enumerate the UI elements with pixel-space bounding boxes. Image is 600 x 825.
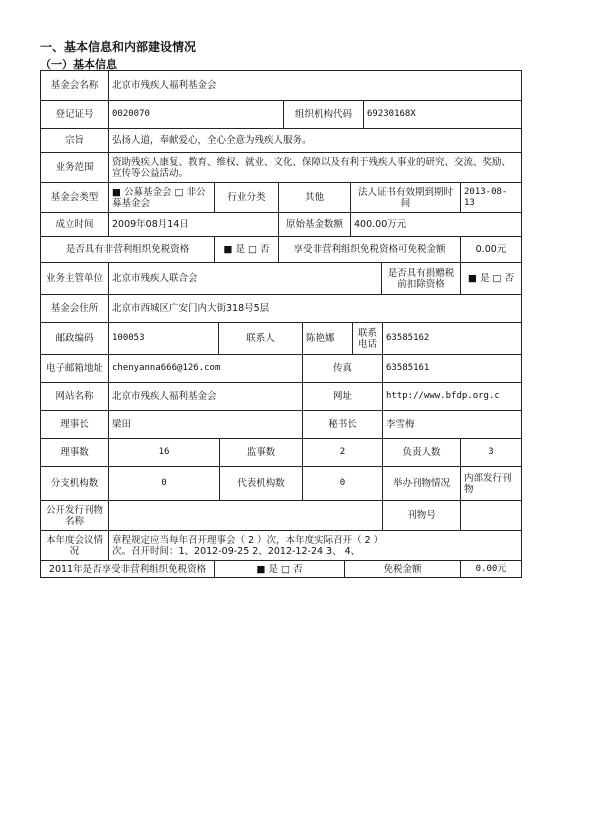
table-row [41,101,521,129]
phone-value: 63585162 [386,333,430,343]
reg-label: 登记证号 [41,101,109,128]
cert-value: 2013-08-13 [464,186,508,208]
founded-value: 2009年08月14日 [109,213,279,236]
exempt-label: 免税金额 [345,561,461,577]
table-row [41,501,521,531]
table-row [41,467,521,501]
publication-label: 举办刊物情况 [383,467,461,500]
table-row [41,383,521,411]
pub-no-value [461,501,521,530]
secretary-label: 秘书长 [303,411,383,438]
tax-exempt-checkbox[interactable]: ■ 是 □ 否 [215,237,279,262]
supervisor-label: 业务主管单位 [41,263,109,294]
meeting-value [109,531,521,560]
table-row [41,355,521,383]
address-value: 北京市西城区广安门内大街318号5层 [112,303,270,314]
tax-amount-label: 享受非营利组织免税资格可免税金额 [279,237,461,262]
supervisor-value: 北京市残疾人联合会 [109,263,382,294]
purpose-value: 弘扬人道，奉献爱心，全心全意为残疾人服务。 [112,135,312,146]
site-name-value: 北京市残疾人福利基金会 [109,383,303,410]
site-name-label: 网站名称 [41,383,109,410]
fund-value: 400.00万元 [354,219,407,230]
fax-label: 传真 [303,355,383,382]
table-row [41,439,521,467]
table-row [41,323,521,355]
scope-label: 业务范围 [41,153,109,182]
table-row [41,263,521,295]
type-label: 基金会类型 [41,183,109,212]
directors-value: 16 [109,439,220,466]
phone-label: 联系电话 [353,323,383,354]
table-row [41,213,521,237]
purpose-label: 宗旨 [41,129,109,152]
table-row [41,237,521,263]
name-label: 基金会名称 [41,71,109,100]
offices-label: 代表机构数 [220,467,303,500]
publication-value: 内部发行刊物 [464,472,512,495]
table-row [41,561,521,577]
email-value[interactable]: chenyanna666@126.com [109,355,303,382]
supervisors-label: 监事数 [220,439,303,466]
meeting-label: 本年度会议情况 [41,531,109,560]
postcode-label: 邮政编码 [41,323,109,354]
tax2011-label: 2011年是否享受非营利组织免税资格 [41,561,215,577]
public-pub-label: 公开发行刊物名称 [41,501,109,530]
table-row [41,531,521,561]
tax2011-checkbox[interactable]: ■ 是 □ 否 [215,561,345,577]
supervisors-value: 2 [303,439,383,466]
table-row [41,295,521,323]
industry-value: 其他 [279,183,351,212]
meeting-line-2: 次。召开时间：1、2012-09-25 2、2012-12-24 3、 4、 [112,545,361,557]
leaders-label: 负责人数 [383,439,461,466]
tax-amount-value: 0.00元 [475,244,507,255]
table-row [41,411,521,439]
founded-label: 成立时间 [41,213,109,236]
table-row [41,153,521,183]
postcode-value: 100053 [109,323,219,354]
table-row [41,129,521,153]
donation-checkbox[interactable]: ■ 是 □ 否 [467,273,514,284]
table-row [41,71,521,101]
table-row [41,183,521,213]
reg-value: 0020070 [109,101,284,128]
directors-label: 理事数 [41,439,109,466]
meeting-line-1: 章程规定应当每年召开理事会（ 2 ）次，本年度实际召开（ 2 ） [112,534,384,546]
basic-info-table [40,70,522,578]
scope-value: 资助残疾人康复、教育、维权、就业、文化、保障以及有利于残疾人事业的研究、交流、奖励、宣传等公益活动。 [112,156,512,179]
chairman-label: 理事长 [41,411,109,438]
public-pub-value [109,501,383,530]
exempt-value: 0.00元 [475,563,507,574]
secretary-value: 李雪梅 [386,419,415,430]
org-code-value: 69230168X [367,109,416,119]
contact-label: 联系人 [219,323,303,354]
url-label: 网址 [303,383,383,410]
offices-value: 0 [303,467,383,500]
branches-label: 分支机构数 [41,467,109,500]
fax-value: 63585161 [386,363,430,373]
donation-label: 是否具有捐赠税前扣除资格 [382,263,461,294]
fund-label: 原始基金数额 [279,213,351,236]
cert-label: 法人证书有效期到期时间 [351,183,461,212]
email-label: 电子邮箱地址 [41,355,109,382]
section-title: 一、基本信息和内部建设情况 [40,40,197,54]
address-label: 基金会住所 [41,295,109,322]
subsection-title: （一）基本信息 [40,58,117,71]
branches-value: 0 [109,467,220,500]
chairman-value: 梁田 [109,411,303,438]
org-code-label: 组织机构代码 [284,101,364,128]
url-link[interactable]: http://www.bfdp.org.c [386,391,500,401]
name-value: 北京市残疾人福利基金会 [112,80,217,91]
leaders-value: 3 [488,447,494,457]
type-value: ■ 公募基金会 □ 非公募基金会 [109,183,215,212]
tax-exempt-label: 是否具有非营利组织免税资格 [41,237,215,262]
industry-label: 行业分类 [215,183,279,212]
pub-no-label: 刊物号 [383,501,461,530]
contact-value: 陈艳娜 [303,323,353,354]
